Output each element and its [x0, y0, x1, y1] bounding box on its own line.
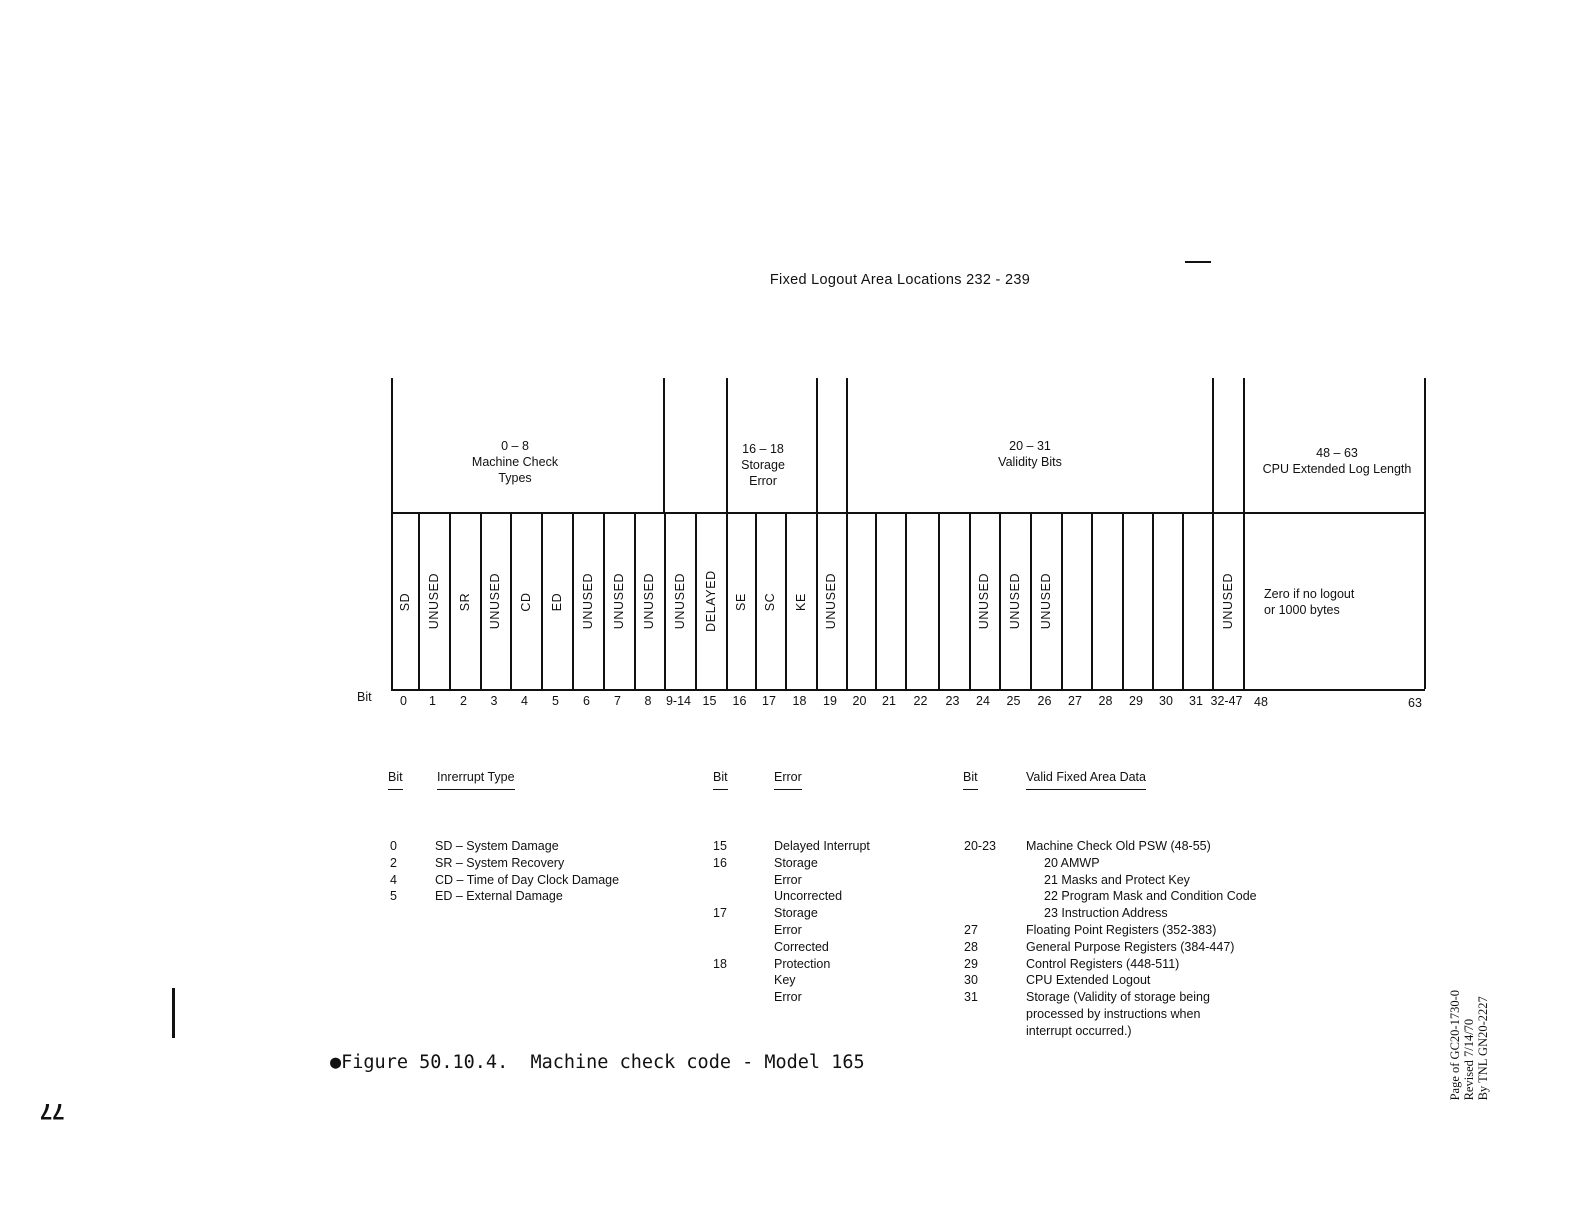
interrupt-row-text: SD – System Damage: [435, 839, 559, 853]
cell-divider: [1243, 512, 1245, 689]
bit-number-48: 48: [1254, 695, 1268, 709]
group-machine-check: 0 – 8 Machine Check Types: [471, 439, 559, 485]
figure-caption: ●Figure 50.10.4. Machine check code - Model 165: [330, 1052, 865, 1073]
valid-row-text: 22 Program Mask and Condition Code: [1044, 889, 1257, 904]
cell-divider: [418, 512, 420, 689]
cell-label-bit-24: UNUSED: [977, 572, 991, 630]
group-divider: [663, 378, 665, 512]
valid-row-text: 21 Masks and Protect Key: [1044, 872, 1190, 887]
cell-divider: [938, 512, 940, 689]
cell-label-bit-5: ED: [549, 592, 564, 612]
bit-number: 23: [945, 694, 960, 708]
cell-divider: [664, 512, 666, 689]
valid-row-bit: 31: [964, 990, 978, 1005]
error-row-bit: 18: [713, 956, 727, 971]
bit-number: 19: [823, 694, 837, 708]
cell-label-bit-19: UNUSED: [824, 572, 838, 630]
error-row-text: Protection: [774, 956, 831, 971]
cell-divider: [785, 512, 787, 689]
interrupt-row-bit: 2: [390, 855, 397, 870]
cell-label-bit-4: CD: [518, 592, 533, 612]
cells-top-border: [391, 512, 1425, 514]
cell-label-bit-7: UNUSED: [611, 572, 626, 630]
bit-number: 16: [732, 694, 747, 708]
interrupt-bit-header: Bit: [388, 770, 403, 790]
valid-row-text: Storage (Validity of storage being: [1026, 990, 1210, 1005]
bit-number: 6: [583, 694, 590, 708]
bit-number: 20: [852, 694, 867, 708]
cell-divider: [695, 512, 697, 689]
cell-divider: [391, 512, 393, 689]
cell-label-bit-17: SC: [763, 592, 777, 612]
cells-bottom-border: [391, 689, 1425, 691]
cell-label-bit-18: KE: [793, 593, 808, 611]
group-divider: [816, 378, 818, 512]
valid-row-text: Machine Check Old PSW (48-55): [1026, 839, 1211, 853]
cell-divider: [541, 512, 543, 689]
valid-row-text: interrupt occurred.): [1026, 1023, 1132, 1038]
interrupt-row-text: SR – System Recovery: [435, 855, 565, 870]
error-row-text: Delayed Interrupt: [774, 839, 870, 853]
error-row-text: Error: [774, 923, 802, 937]
cell-divider: [905, 512, 907, 689]
valid-row-bit: 20-23: [964, 839, 996, 853]
group-divider: [1243, 378, 1245, 478]
error-header: Error: [774, 770, 802, 790]
cell-divider: [510, 512, 512, 689]
interrupt-row-bit: 4: [390, 872, 397, 887]
valid-row-bit: 27: [964, 923, 978, 937]
bit-number: 22: [913, 694, 928, 708]
cell-divider: [1152, 512, 1154, 689]
cell-label-bit-3: UNUSED: [488, 572, 502, 630]
cell-divider: [1091, 512, 1093, 689]
bit-number: 3: [490, 694, 498, 708]
error-row-text: Storage: [774, 855, 818, 870]
valid-data-header: Valid Fixed Area Data: [1026, 770, 1146, 790]
valid-row-text: Control Registers (448-511): [1026, 956, 1180, 971]
bit-number: 15: [702, 694, 717, 708]
cell-label-bit-15: DELAYED: [703, 570, 718, 632]
valid-row-bit: 29: [964, 956, 978, 971]
cell-label-bit-25: UNUSED: [1007, 572, 1022, 630]
valid-row-text: General Purpose Registers (384-447): [1026, 939, 1235, 954]
bit-number: 4: [521, 694, 528, 708]
bit-number: 31: [1189, 694, 1203, 708]
bit-number: 9-14: [665, 694, 692, 708]
cell-label-bit-9-14: UNUSED: [672, 572, 687, 630]
error-bit-header: Bit: [713, 770, 728, 790]
bit-number: 29: [1129, 694, 1143, 708]
bit-number: 5: [552, 694, 559, 708]
group-divider: [846, 378, 848, 512]
valid-bit-header: Bit: [963, 770, 978, 790]
cell-divider: [1182, 512, 1184, 689]
interrupt-row-bit: 5: [390, 889, 397, 904]
cell-divider: [999, 512, 1001, 689]
valid-row-text: 20 AMWP: [1044, 855, 1100, 870]
cell-divider: [449, 512, 451, 689]
cell-divider: [875, 512, 877, 689]
bit-number: 32-47: [1210, 694, 1243, 708]
cell-divider: [969, 512, 971, 689]
cell-label-bit-16: SE: [733, 593, 748, 611]
error-row-text: Uncorrected: [774, 889, 843, 904]
cell-divider: [816, 512, 818, 689]
valid-row-bit: 30: [964, 973, 978, 988]
error-row-text: Storage: [774, 906, 818, 921]
error-row-text: Error: [774, 872, 802, 887]
revision-note: Page of GC20-1730-0 Revised 7/14/70 By TNL GN20-2227: [1448, 990, 1490, 1101]
bit-number: 24: [976, 694, 990, 708]
cell-divider: [634, 512, 636, 689]
group-divider: [726, 378, 728, 512]
cell-divider: [1061, 512, 1063, 689]
bit-number: 27: [1068, 694, 1082, 708]
error-row-bit: 15: [713, 839, 727, 853]
cell-divider: [603, 512, 605, 689]
bit-number: 18: [792, 694, 807, 708]
bit-axis-label: Bit: [357, 690, 372, 704]
interrupt-row-bit: 0: [390, 839, 397, 853]
group-divider: [1212, 378, 1214, 512]
diagram-title: Fixed Logout Area Locations 232 - 239: [769, 272, 1031, 288]
bit-number: 1: [429, 694, 436, 708]
bit-number: 17: [762, 694, 776, 708]
cell-divider: [1212, 512, 1214, 689]
bit-number: 28: [1098, 694, 1113, 708]
cell-divider: [1030, 512, 1032, 689]
cell-divider: [755, 512, 757, 689]
valid-row-text: 23 Instruction Address: [1044, 906, 1168, 921]
cell-label-bit-26: UNUSED: [1038, 572, 1053, 630]
bit-number: 21: [882, 694, 896, 708]
cell-label-bit-2: SR: [457, 592, 472, 612]
group-divider: [391, 378, 393, 512]
cell-label-bit-32-47: UNUSED: [1220, 572, 1235, 630]
group-storage-error: 16 – 18 Storage Error: [741, 442, 785, 488]
cell-label-bit-1: UNUSED: [426, 572, 441, 630]
cell-label-bit-8: UNUSED: [642, 572, 656, 630]
interrupt-row-text: ED – External Damage: [435, 889, 563, 904]
cell-divider: [1122, 512, 1124, 689]
error-row-text: Key: [774, 973, 796, 988]
bit-number: 0: [400, 694, 407, 708]
cell-label-bit-0: SD: [397, 592, 412, 612]
valid-row-bit: 28: [964, 939, 978, 954]
bit-number: 2: [460, 694, 467, 708]
error-row-text: Corrected: [774, 939, 829, 954]
change-bar: [172, 988, 175, 1038]
bit-number: 7: [614, 694, 621, 708]
cell-label-bit-6: UNUSED: [580, 572, 595, 630]
cell-divider: [726, 512, 728, 689]
valid-row-text: Floating Point Registers (352-383): [1026, 923, 1217, 937]
interrupt-type-header: Inrerrupt Type: [437, 770, 515, 790]
cell-divider: [572, 512, 574, 689]
bit-number: 25: [1006, 694, 1021, 708]
interrupt-row-text: CD – Time of Day Clock Damage: [435, 872, 620, 887]
group-divider: [1243, 478, 1245, 512]
page-number: 77: [40, 1099, 65, 1124]
error-row-bit: 17: [713, 906, 727, 921]
error-row-bit: 16: [713, 855, 727, 870]
group-validity-bits: 20 – 31 Validity Bits: [998, 439, 1062, 469]
error-row-text: Error: [774, 990, 802, 1005]
valid-row-text: processed by instructions when: [1026, 1007, 1201, 1021]
group-cpu-log: 48 – 63 CPU Extended Log Length: [1262, 446, 1412, 476]
bit-number: 8: [644, 694, 652, 708]
cell-divider: [846, 512, 848, 689]
bit-number: 30: [1159, 694, 1173, 708]
cell-divider: [480, 512, 482, 689]
last-field-note: Zero if no logout or 1000 bytes: [1264, 587, 1355, 617]
valid-row-text: CPU Extended Logout: [1026, 973, 1151, 988]
right-border: [1424, 378, 1426, 689]
bit-number: 26: [1037, 694, 1052, 708]
bit-number-63: 63: [1408, 696, 1422, 710]
